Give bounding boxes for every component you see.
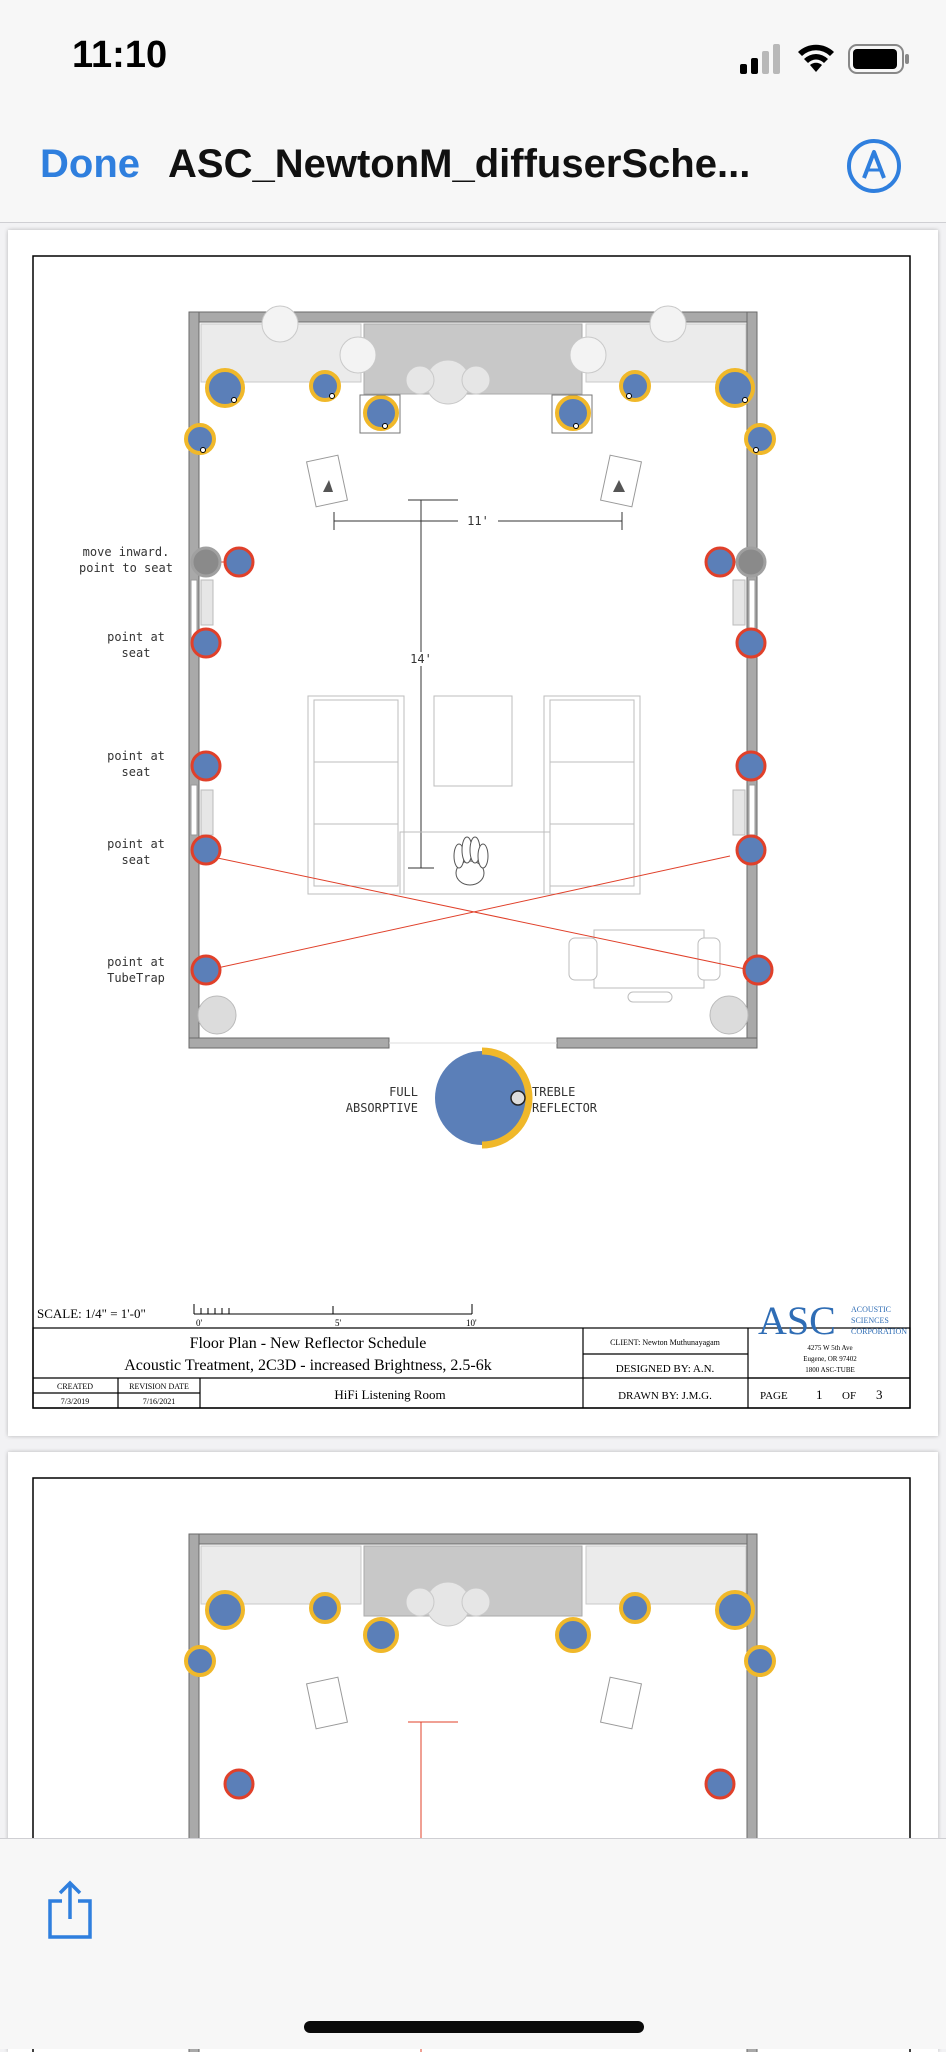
address-3: 1800 ASC-TUBE [805, 1366, 855, 1374]
of-label: OF [842, 1390, 857, 1402]
legend-treble-2: REFLECTOR [532, 1101, 598, 1115]
pdf-page-1[interactable] [8, 230, 938, 1436]
revision-date: 7/16/2021 [142, 1397, 176, 1406]
scale-tick-0: 0' [196, 1318, 203, 1328]
legend-full-1: FULL [389, 1085, 418, 1099]
note-point-at-3: point at [107, 837, 165, 851]
share-icon[interactable] [44, 1879, 96, 1941]
address-1: 4275 W 5th Ave [807, 1344, 853, 1352]
logo-sub-3: CORPORATION [851, 1327, 908, 1336]
legend-treble-1: TREBLE [532, 1085, 576, 1099]
page-total: 3 [876, 1387, 883, 1402]
drawing-subtitle: Acoustic Treatment, 2C3D - increased Brightness, 2.5-6k [124, 1357, 492, 1374]
status-time: 11:10 [72, 34, 168, 76]
note-move-inward-2: point to seat [79, 561, 173, 575]
logo-sub-2: SCIENCES [851, 1316, 889, 1325]
markup-pen-icon[interactable] [846, 138, 902, 194]
designed-by: DESIGNED BY: A.N. [615, 1363, 715, 1375]
client-name: CLIENT: Newton Muthunayagam [610, 1338, 720, 1347]
listener-hand-icon [454, 837, 488, 885]
wifi-icon [796, 42, 836, 74]
note-tubetrap: TubeTrap [107, 971, 165, 985]
revision-label: REVISION DATE [129, 1382, 189, 1391]
battery-icon [848, 44, 910, 74]
drawn-by: DRAWN BY: J.M.G. [618, 1390, 712, 1402]
status-bar [0, 0, 946, 110]
done-button[interactable]: Done [40, 142, 140, 186]
address-2: Eugene, OR 97402 [803, 1355, 857, 1363]
note-move-inward-1: move inward. [82, 545, 170, 559]
cellular-signal-icon [740, 44, 784, 74]
room-name: HiFi Listening Room [334, 1387, 446, 1402]
page-number: 1 [816, 1387, 823, 1402]
note-seat-2: seat [121, 765, 151, 779]
note-seat-1: seat [121, 646, 151, 660]
created-label: CREATED [57, 1382, 93, 1391]
note-point-at-4: point at [107, 955, 165, 969]
navigation-bar [0, 110, 946, 223]
created-date: 7/3/2019 [60, 1397, 90, 1406]
scale-tick-10: 10' [466, 1318, 477, 1328]
drawing-title: Floor Plan - New Reflector Schedule [189, 1335, 427, 1352]
width-dimension: 11' [467, 514, 489, 528]
legend-full-2: ABSORPTIVE [345, 1101, 418, 1115]
home-indicator [304, 2021, 644, 2033]
depth-dimension: 14' [410, 652, 432, 666]
scale-tick-5: 5' [335, 1318, 342, 1328]
logo-sub-1: ACOUSTIC [851, 1305, 892, 1314]
note-point-at-2: point at [107, 749, 165, 763]
asc-logo: ASC [758, 1298, 836, 1343]
bottom-toolbar [0, 1838, 946, 2049]
floor-plan-drawing [8, 230, 938, 1436]
legend-tube-trap [435, 1051, 529, 1145]
scale-label: SCALE: 1/4" = 1'-0" [37, 1306, 146, 1321]
document-title: ASC_NewtonM_diffuserSche... [168, 142, 751, 186]
note-seat-3: seat [121, 853, 151, 867]
page-label: PAGE [760, 1390, 788, 1402]
note-point-at-1: point at [107, 630, 165, 644]
